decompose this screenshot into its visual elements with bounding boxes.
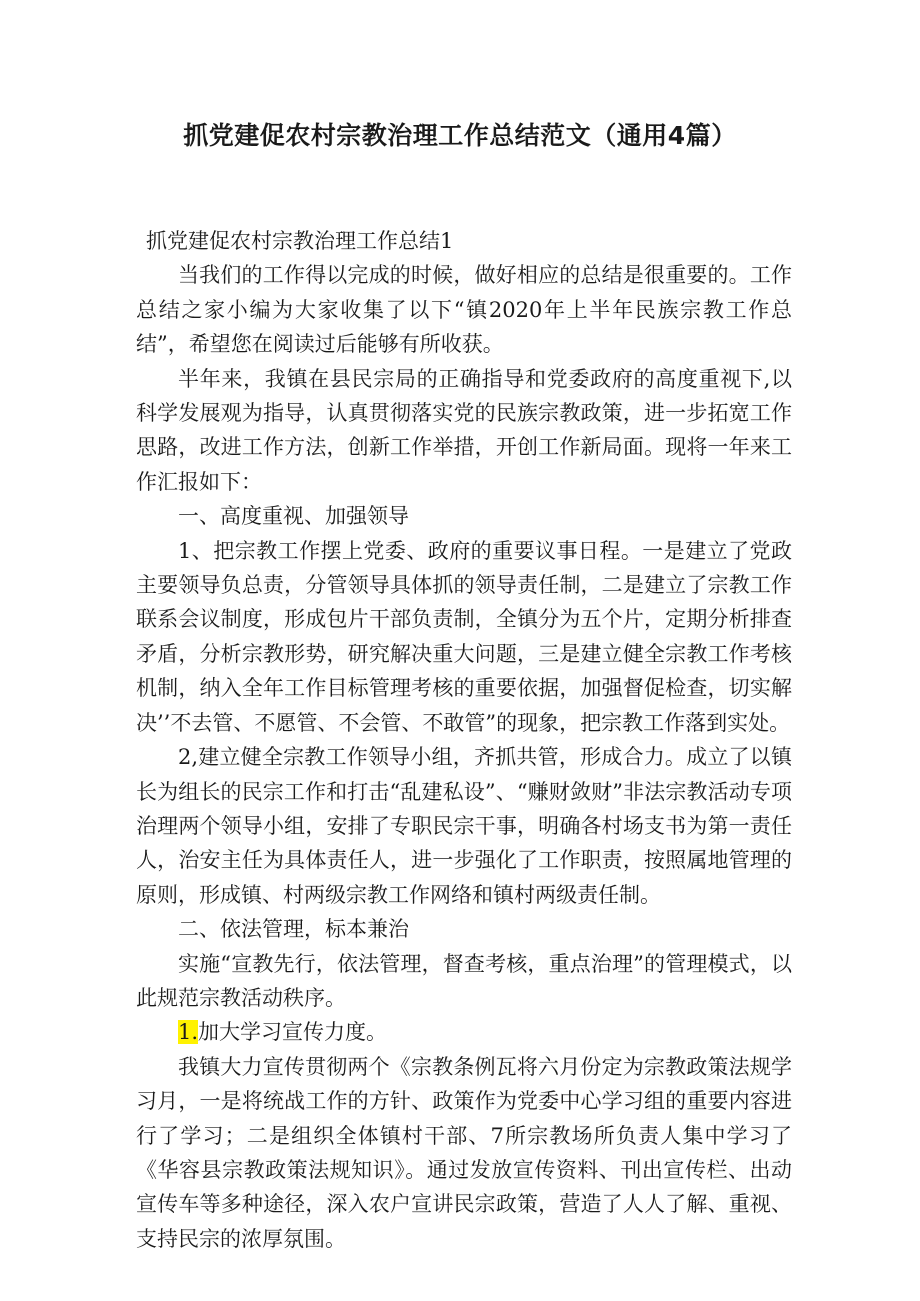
paragraph: 实施“宣教先行，依法管理，督查考核，重点治理”的管理模式，以此规范宗教活动秩序。 <box>136 951 792 1010</box>
list-item-text: 加大学习宣传力度。 <box>198 1020 388 1045</box>
document-title: 抓党建促农村宗教治理工作总结范文（通用4篇） <box>183 121 737 150</box>
paragraph: 1、把宗教工作摆上党委、政府的重要议事日程。一是建立了党政主要领导负总责，分管领导具体抓的领导责任制，二是建立了宗教工作联系会议制度，形成包片干部负责制，全镇分为五个片，定期分析排查矛盾，分析宗教形势，研究解决重大问题，三是建立健全宗教工作考核机制，纳入全年工作目标管理考核的重要依据，加强督促检查，切实解决’’不去管、不愿管、不会管、不敢管”的现象，把宗教工作落到实处。 <box>136 538 792 735</box>
paragraph: 当我们的工作得以完成的时候，做好相应的总结是很重要的。工作总结之家小编为大家收集了以下“镇2020年上半年民族宗教工作总结”，希望您在阅读过后能够有所收获。 <box>136 263 792 357</box>
paragraph: 二、依法管理，标本兼治 <box>178 917 409 942</box>
paragraph: 2,建立健全宗教工作领导小组，齐抓共管，形成合力。成立了以镇长为组长的民宗工作和打击“乱建私设”、“赚财敛财”非法宗教活动专项治理两个领导小组，安排了专职民宗干事，明确各村场支书为第一责任人，治安主任为具体责任人，进一步强化了工作职责，按照属地管理的原则，形成镇、村两级宗教工作网络和镇村两级责任制。 <box>136 745 792 907</box>
highlighted-number: 1. <box>178 1020 199 1045</box>
document-body <box>136 224 792 1256</box>
paragraph: 半年来，我镇在县民宗局的正确指导和党委政府的高度重视下,以科学发展观为指导，认真贯彻落实党的民族宗教政策，进一步拓宽工作思路，改进工作方法，创新工作举措，开创工作新局面。现将一年来工作汇报如下： <box>136 366 792 494</box>
paragraph: 我镇大力宣传贯彻两个《宗教条例瓦将六月份定为宗教政策法规学习月，一是将统战工作的方针、政策作为党委中心学习组的重要内容进行了学习；二是组织全体镇村干部、7所宗教场所负责人集中学习了《华容县宗教政策法规知识》。通过发放宣传资料、刊出宣传栏、出动宣传车等多种途径，深入农户宣讲民宗政策，营造了人人了解、重视、支持民宗的浓厚氛围。 <box>136 1054 792 1251</box>
section-heading: 抓党建促农村宗教治理工作总结1 <box>146 229 454 253</box>
list-item <box>136 1015 792 1049</box>
paragraph: 一、高度重视、加强领导 <box>178 504 409 529</box>
